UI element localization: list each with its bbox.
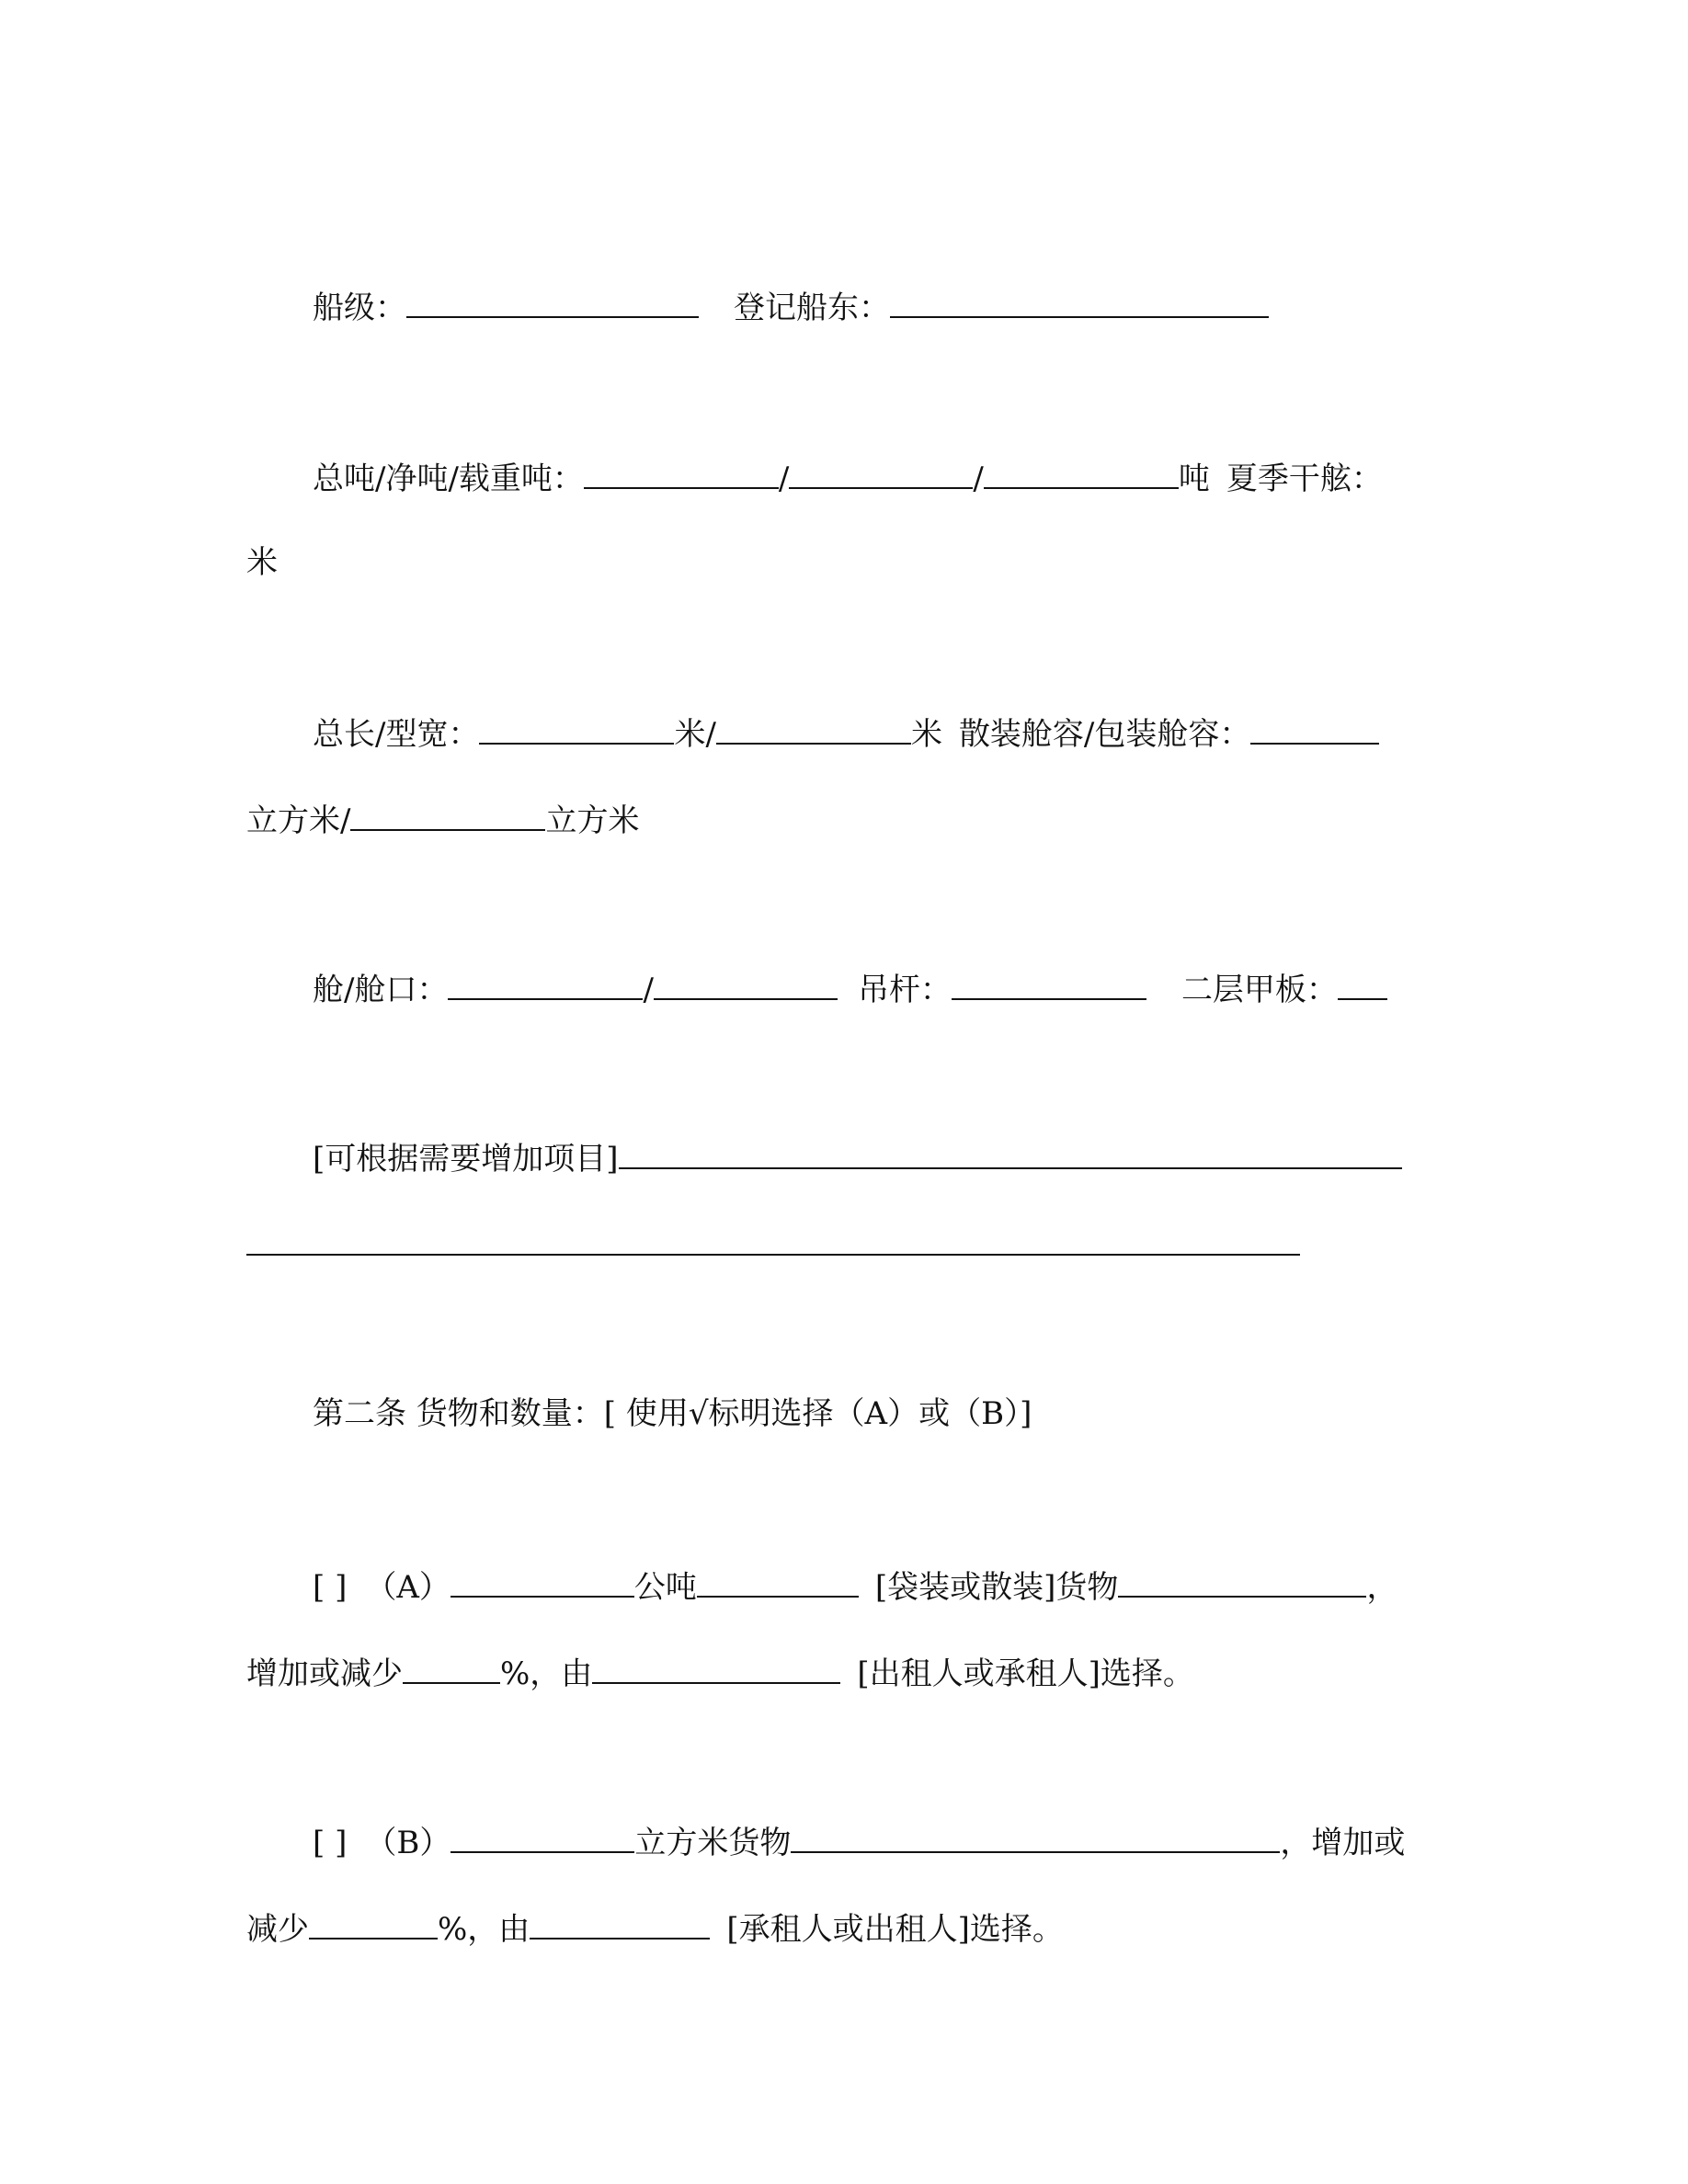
ship-class-line [313,283,1269,327]
bulk-capacity-field[interactable] [1250,710,1379,745]
holds-hatches-label: 舱/舱口： [313,972,449,1008]
option-b-cubic-cargo: 立方米货物 [634,1825,792,1861]
dimensions-line [313,710,1379,754]
article-2-heading [313,1392,1032,1436]
option-b-continuation [246,1905,1064,1949]
net-tonnage-field[interactable] [789,454,973,489]
freeboard-unit-line [246,540,278,585]
ton-unit: 吨 [1178,461,1210,497]
extra-items-label: [可根据需要增加项目] [313,1141,619,1177]
moulded-breadth-field[interactable] [716,710,911,745]
gross-tonnage-field[interactable] [584,454,779,489]
derrick-label: 吊杆： [857,972,952,1008]
option-b-line [313,1818,1405,1862]
option-a-spec-field[interactable] [697,1563,859,1598]
bulk-cubic-slash: 立方米/ [246,802,351,839]
option-a-choose: [出租人或承租人]选择。 [857,1655,1194,1692]
dimensions-label: 总长/型宽： [313,716,480,753]
summer-freeboard-label: 夏季干舷： [1226,461,1383,497]
option-b-percent-field[interactable] [309,1905,438,1939]
option-a-metric-ton: 公吨 [633,1569,697,1606]
deadweight-field[interactable] [984,454,1179,489]
option-b-dec: 减少 [246,1911,309,1948]
tweendeck-label: 二层甲板： [1180,972,1338,1008]
extra-items-line [313,1134,1402,1178]
bale-capacity-field[interactable] [350,796,545,831]
freeboard-meter-unit: 米 [246,544,278,581]
extra-items-continuation-line[interactable] [246,1254,1300,1256]
option-a-label: （A） [365,1569,451,1606]
option-a-line [313,1563,1397,1607]
breadth-meter: 米 [910,716,942,753]
registered-owner-label: 登记船东： [734,290,890,326]
holds-line [313,965,1387,1009]
option-a-comma: ， [1366,1569,1398,1606]
ship-class-field[interactable] [406,283,699,318]
tonnage-slash-1: / [778,461,790,497]
option-a-checkbox[interactable]: [ ] [313,1569,348,1606]
tonnage-label: 总吨/净吨/载重吨： [313,461,584,497]
option-b-cargo-field[interactable] [791,1818,1280,1853]
capacity-label: 散装舱容/包装舱容： [958,716,1251,753]
option-a-continuation [246,1649,1194,1693]
registered-owner-field[interactable] [890,283,1269,318]
option-a-cargo-field[interactable] [1118,1563,1366,1598]
option-a-percent-field[interactable] [403,1649,500,1684]
option-b-label: （B） [365,1825,451,1861]
option-a-inc-dec: 增加或减少 [246,1655,403,1692]
tonnage-slash-2: / [973,461,984,497]
length-overall-field[interactable] [479,710,674,745]
option-a-quantity-field[interactable] [451,1563,634,1598]
option-a-option-party-field[interactable] [592,1649,840,1684]
extra-items-field[interactable] [619,1134,1402,1169]
option-b-checkbox[interactable]: [ ] [313,1825,348,1861]
capacity-unit-line [246,796,639,840]
bale-cubic-unit: 立方米 [545,802,640,839]
tonnage-line [313,454,1383,498]
holds-slash: / [643,972,654,1008]
option-b-option-party-field[interactable] [530,1905,710,1939]
tweendeck-field[interactable] [1338,965,1387,1000]
option-b-comma-inc: ，增加或 [1280,1825,1406,1861]
option-b-quantity-field[interactable] [451,1818,634,1853]
article-2-heading-text: 第二条 货物和数量：[ 使用√标明选择（A）或（B）] [313,1395,1032,1432]
ship-class-label: 船级： [313,290,406,326]
option-b-percent-by: %，由 [438,1911,530,1948]
hatches-field[interactable] [654,965,838,1000]
option-b-choose: [承租人或出租人]选择。 [726,1911,1064,1948]
option-a-packing: [袋装或散装]货物 [874,1569,1119,1606]
length-meter-slash: 米/ [674,716,716,753]
holds-field[interactable] [448,965,643,1000]
derrick-field[interactable] [952,965,1146,1000]
option-a-percent-by: %，由 [500,1655,593,1692]
